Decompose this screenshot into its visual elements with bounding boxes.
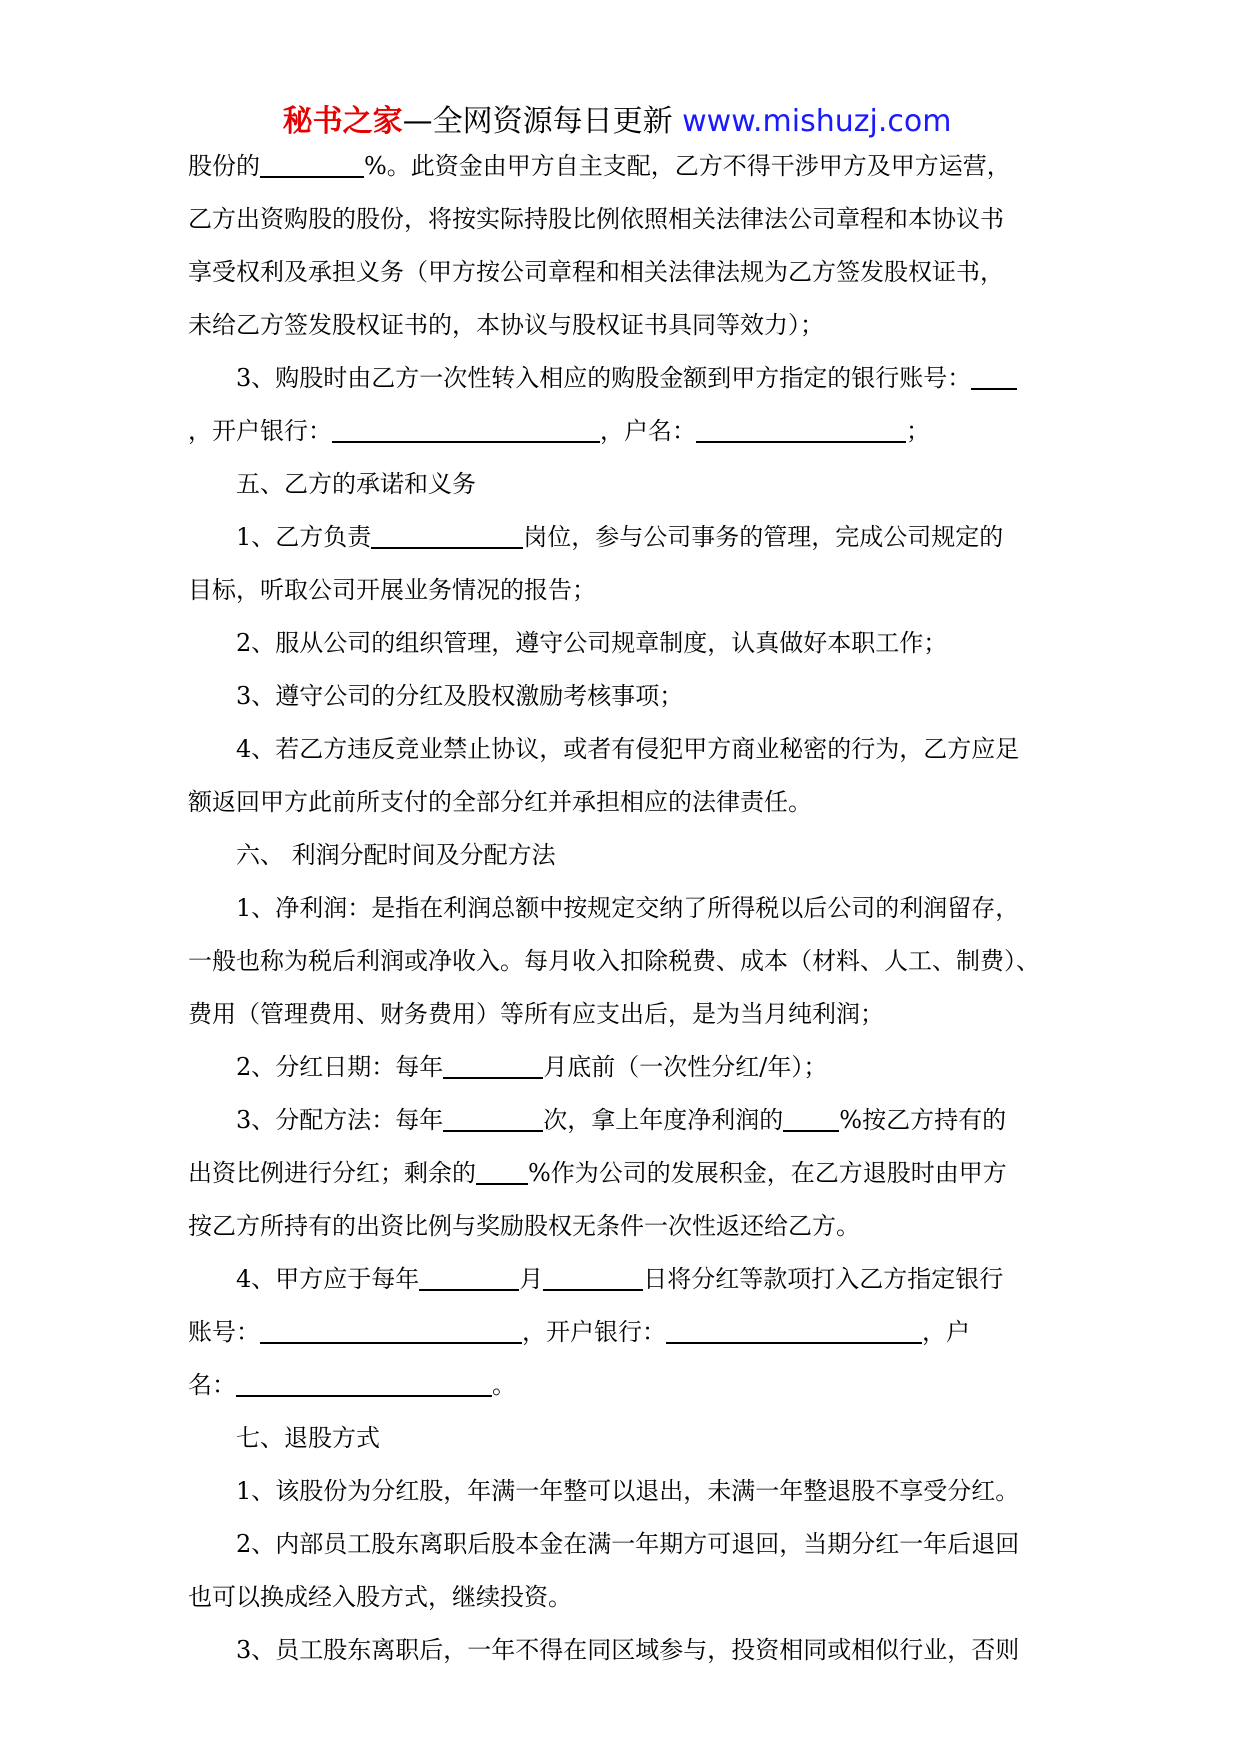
text-line: 也可以换成经入股方式，继续投资。 — [188, 1583, 572, 1611]
text-line: 1、净利润：是指在利润总额中按规定交纳了所得税以后公司的利润留存， — [236, 894, 1020, 922]
text-line: 享受权利及承担义务（甲方按公司章程和相关法律法规为乙方签发股权证书， — [188, 258, 1004, 286]
text-line: 3、遵守公司的分红及股权激励考核事项； — [236, 682, 684, 710]
document-body — [188, 140, 1048, 1677]
blank-underline — [971, 356, 1017, 390]
text-line: 1、乙方负责 岗位，参与公司事务的管理，完成公司规定的 — [188, 511, 1048, 564]
text-line: 3、员工股东离职后，一年不得在同区域参与，投资相同或相似行业，否则 — [236, 1636, 1020, 1664]
blank-underline — [443, 1098, 543, 1132]
text-line: ，开户银行： ，户名： ； — [188, 405, 1048, 458]
blank-underline — [236, 1363, 492, 1397]
text-line: 4、若乙方违反竞业禁止协议，或者有侵犯甲方商业秘密的行为，乙方应足 — [236, 735, 1020, 763]
header-url[interactable]: www.mishuzj.com — [682, 104, 952, 139]
text-line: 乙方出资购股的股份，将按实际持股比例依照相关法律法公司章程和本协议书 — [188, 205, 1004, 233]
section-heading: 五、乙方的承诺和义务 — [236, 470, 476, 498]
blank-underline — [260, 144, 364, 178]
text-line: 按乙方所持有的出资比例与奖励股权无条件一次性返还给乙方。 — [188, 1212, 860, 1240]
text-line: 4、甲方应于每年 月 日将分红等款项打入乙方指定银行 — [188, 1253, 1048, 1306]
text-line: 2、服从公司的组织管理，遵守公司规章制度，认真做好本职工作； — [236, 629, 948, 657]
site-header — [0, 100, 1234, 144]
text-line: 目标，听取公司开展业务情况的报告； — [188, 576, 596, 604]
blank-underline — [543, 1257, 643, 1291]
text-line: 费用（管理费用、财务费用）等所有应支出后，是为当月纯利润； — [188, 1000, 884, 1028]
text-line: 出资比例进行分红；剩余的 %作为公司的发展积金，在乙方退股时由甲方 — [188, 1147, 1048, 1200]
text-line: 3、购股时由乙方一次性转入相应的购股金额到甲方指定的银行账号： — [188, 352, 1048, 405]
text-line: 3、分配方法：每年 次，拿上年度净利润的 %按乙方持有的 — [188, 1094, 1048, 1147]
brand-name: 秘书之家 — [282, 104, 403, 139]
blank-underline — [443, 1045, 543, 1079]
text-line: 名： 。 — [188, 1359, 1048, 1412]
blank-underline — [666, 1310, 922, 1344]
section-heading: 六、 利润分配时间及分配方法 — [236, 841, 556, 869]
blank-underline — [696, 409, 906, 443]
blank-underline — [332, 409, 600, 443]
blank-underline — [476, 1151, 528, 1185]
blank-underline — [260, 1310, 522, 1344]
text-line: 股份的 %。此资金由甲方自主支配，乙方不得干涉甲方及甲方运营， — [188, 140, 1048, 193]
text-line: 2、分红日期：每年 月底前（一次性分红/年）； — [188, 1041, 1048, 1094]
text-line: 2、内部员工股东离职后股本金在满一年期方可退回，当期分红一年后退回 — [236, 1530, 1020, 1558]
section-heading: 七、退股方式 — [236, 1424, 380, 1452]
text-line: 未给乙方签发股权证书的，本协议与股权证书具同等效力）； — [188, 311, 824, 339]
blank-underline — [419, 1257, 519, 1291]
text-line: 账号： ，开户银行： ，户 — [188, 1306, 1048, 1359]
text-line: 额返回甲方此前所支付的全部分红并承担相应的法律责任。 — [188, 788, 812, 816]
blank-underline — [783, 1098, 839, 1132]
text-line: 1、该股份为分红股，年满一年整可以退出，未满一年整退股不享受分红。 — [236, 1477, 1020, 1505]
header-slogan: —全网资源每日更新 — [402, 104, 673, 139]
text-line: 一般也称为税后利润或净收入。每月收入扣除税费、成本（材料、人工、制费）、 — [188, 947, 1040, 975]
blank-underline — [371, 515, 523, 549]
